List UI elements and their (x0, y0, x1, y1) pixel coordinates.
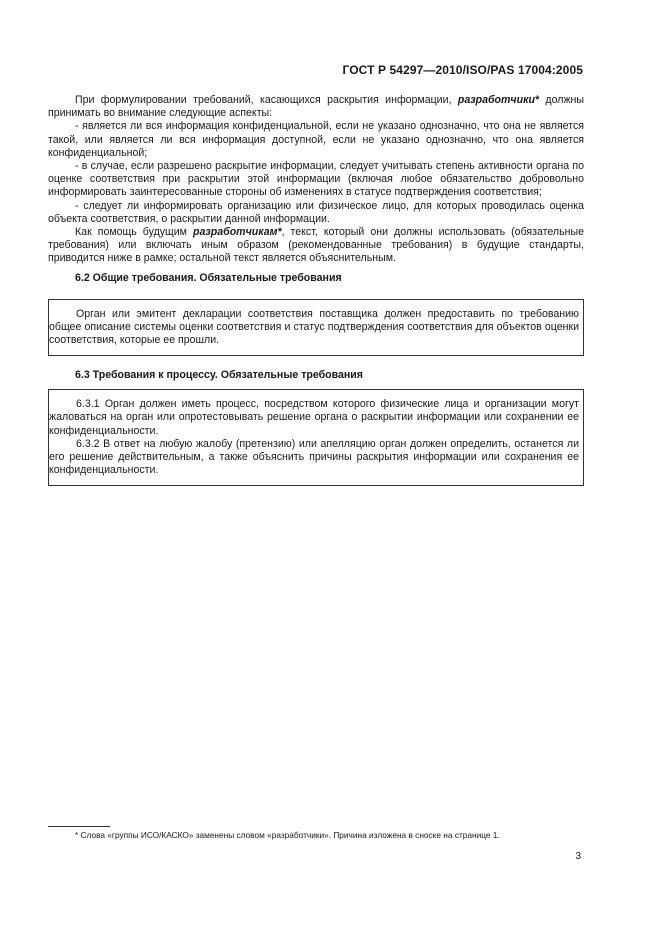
developers-term: разработчикам* (193, 226, 282, 239)
aspect-item: - в случае, если разрешено раскрытие информации, следует учитывать степень активности органа по оценке соответствия при раскрытии этой информации (включая любое обязательство добровольно информировать заинтересованные стороны об изменениях в статусе подтверждения соответствия; (48, 160, 584, 199)
footnote: * Слова «группы ИСО/КАСКО» заменены словом «разработчики». Причина изложена в сноске на странице 1. (75, 830, 500, 840)
requirement-item-6-3-2: 6.3.2 В ответ на любую жалобу (претензию) или апелляцию орган должен определить, останется ли его решение действительным, а также объяснить причины раскрытия информации или сохранения ее конфиденциальности. (49, 437, 579, 477)
footnote-divider (48, 826, 110, 827)
requirement-item-6-3-1: 6.3.1 Орган должен иметь процесс, посредством которого физические лица и организации могут жаловаться на орган или опротестовывать решение органа о раскрытии информации или сохранении ее конфиденциальности. (49, 398, 579, 437)
page-number: 3 (575, 851, 581, 862)
requirement-text: Орган или эмитент декларации соответствия поставщика должен предоставить по требованию общее описание системы оценки соответствия и статус подтверждения соответствия для объектов оценки соответствия, которые ее прошли. (49, 307, 579, 347)
main-content (48, 94, 584, 486)
developers-term: разработчики* (457, 94, 540, 106)
intro-paragraph: При формулировании требований, касающихся раскрытия информации, разработчики* должны принимать во внимание следующие аспекты: (48, 94, 584, 120)
requirements-box-6-2 (48, 299, 584, 357)
section-heading-6-3: 6.3 Требования к процессу. Обязательные требования (75, 369, 363, 382)
aspect-item: - следует ли информировать организацию или физическое лицо, для которых проводилась оценка объекта соответствия, о раскрытии данной информации. (48, 199, 584, 225)
aspect-item: - является ли вся информация конфиденциальной, если не указано однозначно, что она не является такой, или является ли вся информация доступной, если не указано однозначно, что она является конфиденциальной; (48, 120, 584, 159)
guidance-paragraph: Как помощь будущим разработчикам*, текст, который они должны использовать (обязательные требования) или включать иным образом (рекомендованные требования) в будущие стандарты, приводится ниже в рамке; остальной текст является объяснительным. (48, 226, 584, 265)
section-heading-6-2: 6.2 Общие требования. Обязательные требования (75, 271, 342, 284)
requirements-box-6-3 (48, 389, 584, 486)
document-header: ГОСТ Р 54297—2010/ISO/PAS 17004:2005 (342, 63, 583, 77)
